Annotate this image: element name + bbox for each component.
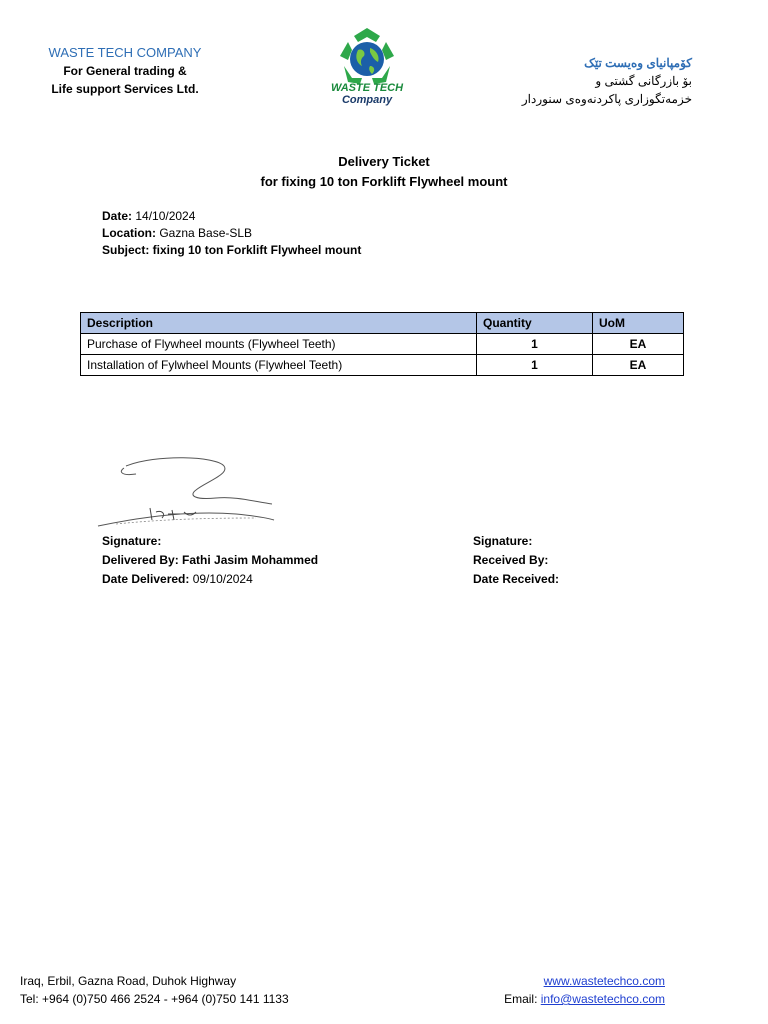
company-name: WASTE TECH COMPANY bbox=[48, 45, 202, 60]
footer-web bbox=[504, 972, 665, 1008]
footer-phone: Tel: +964 (0)750 466 2524 - +964 (0)750 141 1133 bbox=[20, 992, 289, 1006]
received-by-label: Received By: bbox=[473, 553, 549, 567]
items-table bbox=[80, 312, 684, 376]
company-name-kurdish: کۆمپانیای وەیست تێک bbox=[584, 56, 692, 70]
row-quantity: 1 bbox=[477, 355, 593, 376]
location-label: Location: bbox=[102, 226, 156, 240]
date-label: Date: bbox=[102, 209, 133, 223]
table-header-row bbox=[81, 313, 684, 334]
row-uom: EA bbox=[593, 334, 684, 355]
header-uom: UoM bbox=[593, 313, 684, 334]
footer-contact bbox=[20, 972, 289, 1008]
logo-text bbox=[326, 82, 408, 106]
ticket-meta bbox=[102, 208, 361, 259]
title-line2: for fixing 10 ton Forklift Flywheel mount bbox=[260, 174, 508, 189]
table-row bbox=[81, 355, 684, 376]
footer-address: Iraq, Erbil, Gazna Road, Duhok Highway bbox=[20, 974, 237, 988]
company-name-block bbox=[40, 44, 210, 98]
delivered-by-label: Delivered By: bbox=[102, 553, 179, 567]
website-link[interactable]: www.wastetechco.com bbox=[543, 974, 665, 988]
date-delivered-value: 09/10/2024 bbox=[189, 572, 253, 586]
row-uom: EA bbox=[593, 355, 684, 376]
document-title bbox=[0, 152, 768, 192]
header-quantity: Quantity bbox=[477, 313, 593, 334]
header-description: Description bbox=[81, 313, 477, 334]
location-value: Gazna Base-SLB bbox=[156, 226, 253, 240]
date-row bbox=[102, 208, 361, 225]
received-signature-block bbox=[473, 532, 559, 589]
row-description: Purchase of Flywheel mounts (Flywheel Teeth) bbox=[81, 334, 477, 355]
table-row bbox=[81, 334, 684, 355]
company-name-block-kurdish bbox=[492, 54, 692, 108]
logo-text-line2: Company bbox=[341, 94, 393, 106]
subject-value: fixing 10 ton Forklift Flywheel mount bbox=[149, 243, 362, 257]
row-quantity: 1 bbox=[477, 334, 593, 355]
date-delivered-label: Date Delivered: bbox=[102, 572, 190, 586]
signature-label-right: Signature: bbox=[473, 534, 533, 548]
delivered-signature-block bbox=[102, 532, 318, 589]
title-line1: Delivery Ticket bbox=[338, 154, 430, 169]
email-link[interactable]: info@wastetechco.com bbox=[540, 992, 665, 1006]
row-description: Installation of Fylwheel Mounts (Flywheel Teeth) bbox=[81, 355, 477, 376]
company-subtitle-kurdish-line1: بۆ بازرگانی گشتی و bbox=[595, 74, 692, 88]
logo-text-line1: WASTE TECH bbox=[330, 82, 404, 94]
subject-row bbox=[102, 242, 361, 259]
company-subtitle-line1: For General trading & bbox=[63, 64, 187, 78]
signature-label-left: Signature: bbox=[102, 534, 162, 548]
email-row bbox=[504, 990, 665, 1008]
company-subtitle-line2: Life support Services Ltd. bbox=[51, 82, 199, 96]
handwritten-signature bbox=[96, 452, 278, 532]
location-row bbox=[102, 225, 361, 242]
date-delivered-row bbox=[102, 570, 318, 589]
company-subtitle-kurdish-line2: خزمەتگوزاری پاکردنەوەی سنوردار bbox=[521, 92, 692, 106]
subject-label: Subject: bbox=[102, 243, 150, 257]
email-label: Email: bbox=[504, 992, 541, 1006]
date-received-label: Date Received: bbox=[473, 572, 560, 586]
date-value: 14/10/2024 bbox=[132, 209, 196, 223]
delivered-by-row bbox=[102, 551, 318, 570]
delivered-by-value: Fathi Jasim Mohammed bbox=[178, 553, 319, 567]
